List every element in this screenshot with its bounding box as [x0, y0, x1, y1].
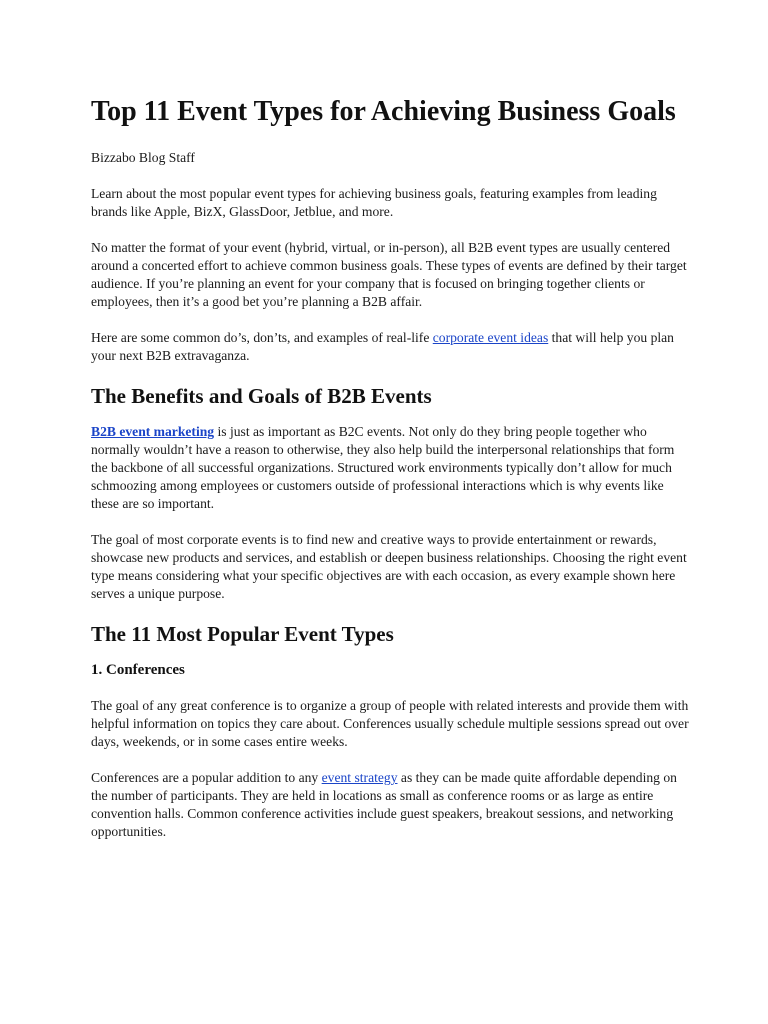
paragraph-text: as they can be made quite affordable depending on the number of participants. They are held in locations as small as conference rooms or as large as entire convention halls. Common conference activities include guest speakers, breakout sessions, and networking opportunities. [91, 770, 677, 839]
paragraph-conference-strategy [91, 769, 691, 841]
paragraph-examples [91, 329, 691, 365]
b2b-event-marketing-link[interactable]: B2B event marketing [91, 424, 215, 439]
paragraph-text: is just as important as B2C events. Not only do they bring people together who normally wouldn’t have a reason to otherwise, they also help build the interpersonal relationships that form the backbone of all successful organizations. Structured work environments typically don’t allow for much schmoozing among employees or customers outside of professional interactions which is why events like these are so important. [91, 424, 675, 511]
paragraph-text: Conferences are a popular addition to any [91, 770, 322, 785]
paragraph-text: Here are some common do’s, don’ts, and examples of real-life [91, 330, 433, 345]
intro-paragraph: Learn about the most popular event types for achieving business goals, featuring examples from leading brands like Apple, BizX, GlassDoor, Jetblue, and more. [91, 186, 657, 219]
article-title: Top 11 Event Types for Achieving Business Goals [91, 96, 676, 127]
paragraph-conference-goal: The goal of any great conference is to organize a group of people with related interests and provide them with helpful information on topics they care about. Conferences usually schedule multiple sessions spread out over days, weekends, or in some cases entire weeks. [91, 698, 689, 749]
article [91, 94, 691, 859]
corporate-event-ideas-link[interactable]: corporate event ideas [432, 330, 549, 345]
event-strategy-link[interactable]: event strategy [321, 770, 398, 785]
subheading-conferences: 1. Conferences [91, 662, 185, 678]
paragraph-b2b-marketing [91, 423, 691, 513]
paragraph-formats: No matter the format of your event (hybrid, virtual, or in-person), all B2B event types are usually centered around a concerted effort to achieve common business goals. These types of events are defined by their target audience. If you’re planning an event for your company that is focused on bringing together clients or employees, then it’s a good bet you’re planning a B2B affair. [91, 240, 687, 309]
paragraph-goals: The goal of most corporate events is to find new and creative ways to provide entertainment or rewards, showcase new products and services, and establish or deepen business relationships. Choosing the right event type means considering what your specific objectives are with each occasion, as every example shown here serves a unique purpose. [91, 532, 687, 601]
author-byline: Bizzabo Blog Staff [91, 150, 195, 165]
section-heading-benefits: The Benefits and Goals of B2B Events [91, 384, 432, 408]
section-heading-event-types: The 11 Most Popular Event Types [91, 622, 394, 646]
paragraph-text: that will help you plan your next B2B extravaganza. [91, 330, 674, 363]
